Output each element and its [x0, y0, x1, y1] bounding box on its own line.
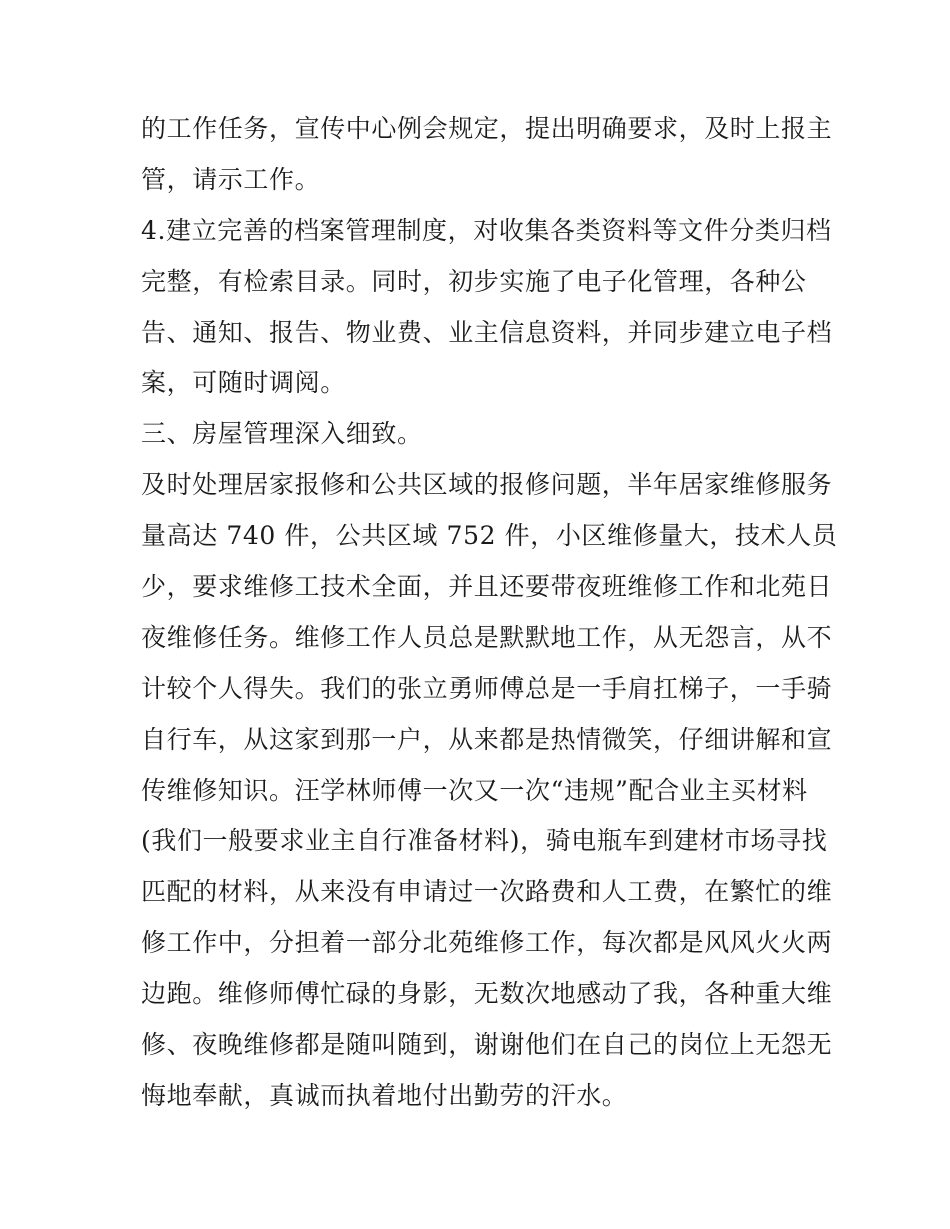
text-line: 少，要求维修工技术全面，并且还要带夜班维修工作和北苑日: [141, 572, 833, 602]
text-line: 夜维修任务。维修工作人员总是默默地工作，从无怨言，从不: [141, 622, 833, 652]
text-line: 量高达 740 件，公共区域 752 件，小区维修量大，技术人员: [141, 521, 838, 551]
text-line: 的工作任务，宣传中心例会规定，提出明确要求，及时上报主: [141, 114, 833, 143]
document-body: [141, 104, 838, 1122]
text-line: 完整，有检索目录。同时，初步实施了电子化管理，各种公: [141, 266, 807, 296]
text-line: 自行车，从这家到那一户，从来都是热情微笑，仔细讲解和宣: [141, 724, 833, 754]
text-line: 修、夜晚维修都是随叫随到，谢谢他们在自己的岗位上无怨无: [141, 1030, 833, 1060]
text-line: 修工作中，分担着一部分北苑维修工作，每次都是风风火火两: [141, 928, 833, 958]
text-line: 案，可随时调阅。: [141, 368, 346, 398]
text-line: 传维修知识。汪学林师傅一次又一次“违规”配合业主买材料: [141, 775, 808, 805]
text-line: 管，请示工作。: [141, 164, 321, 194]
text-line: 及时处理居家报修和公共区域的报修问题，半年居家维修服务: [141, 470, 833, 500]
text-line: (我们一般要求业主自行准备材料)，骑电瓶车到建材市场寻找: [141, 826, 828, 856]
text-line: 告、通知、报告、物业费、业主信息资料，并同步建立电子档: [141, 317, 833, 347]
text-line: 匹配的材料，从来没有申请过一次路费和人工费，在繁忙的维: [141, 877, 833, 907]
text-line: 4.建立完善的档案管理制度，对收集各类资料等文件分类归档: [141, 215, 832, 245]
text-line: 悔地奉献，真诚而执着地付出勤劳的汗水。: [141, 1080, 628, 1110]
section-heading: 三、房屋管理深入细致。: [141, 419, 423, 449]
text-line: 边跑。维修师傅忙碌的身影，无数次地感动了我，各种重大维: [141, 979, 833, 1009]
text-line: 计较个人得失。我们的张立勇师傅总是一手肩扛梯子，一手骑: [141, 673, 833, 703]
